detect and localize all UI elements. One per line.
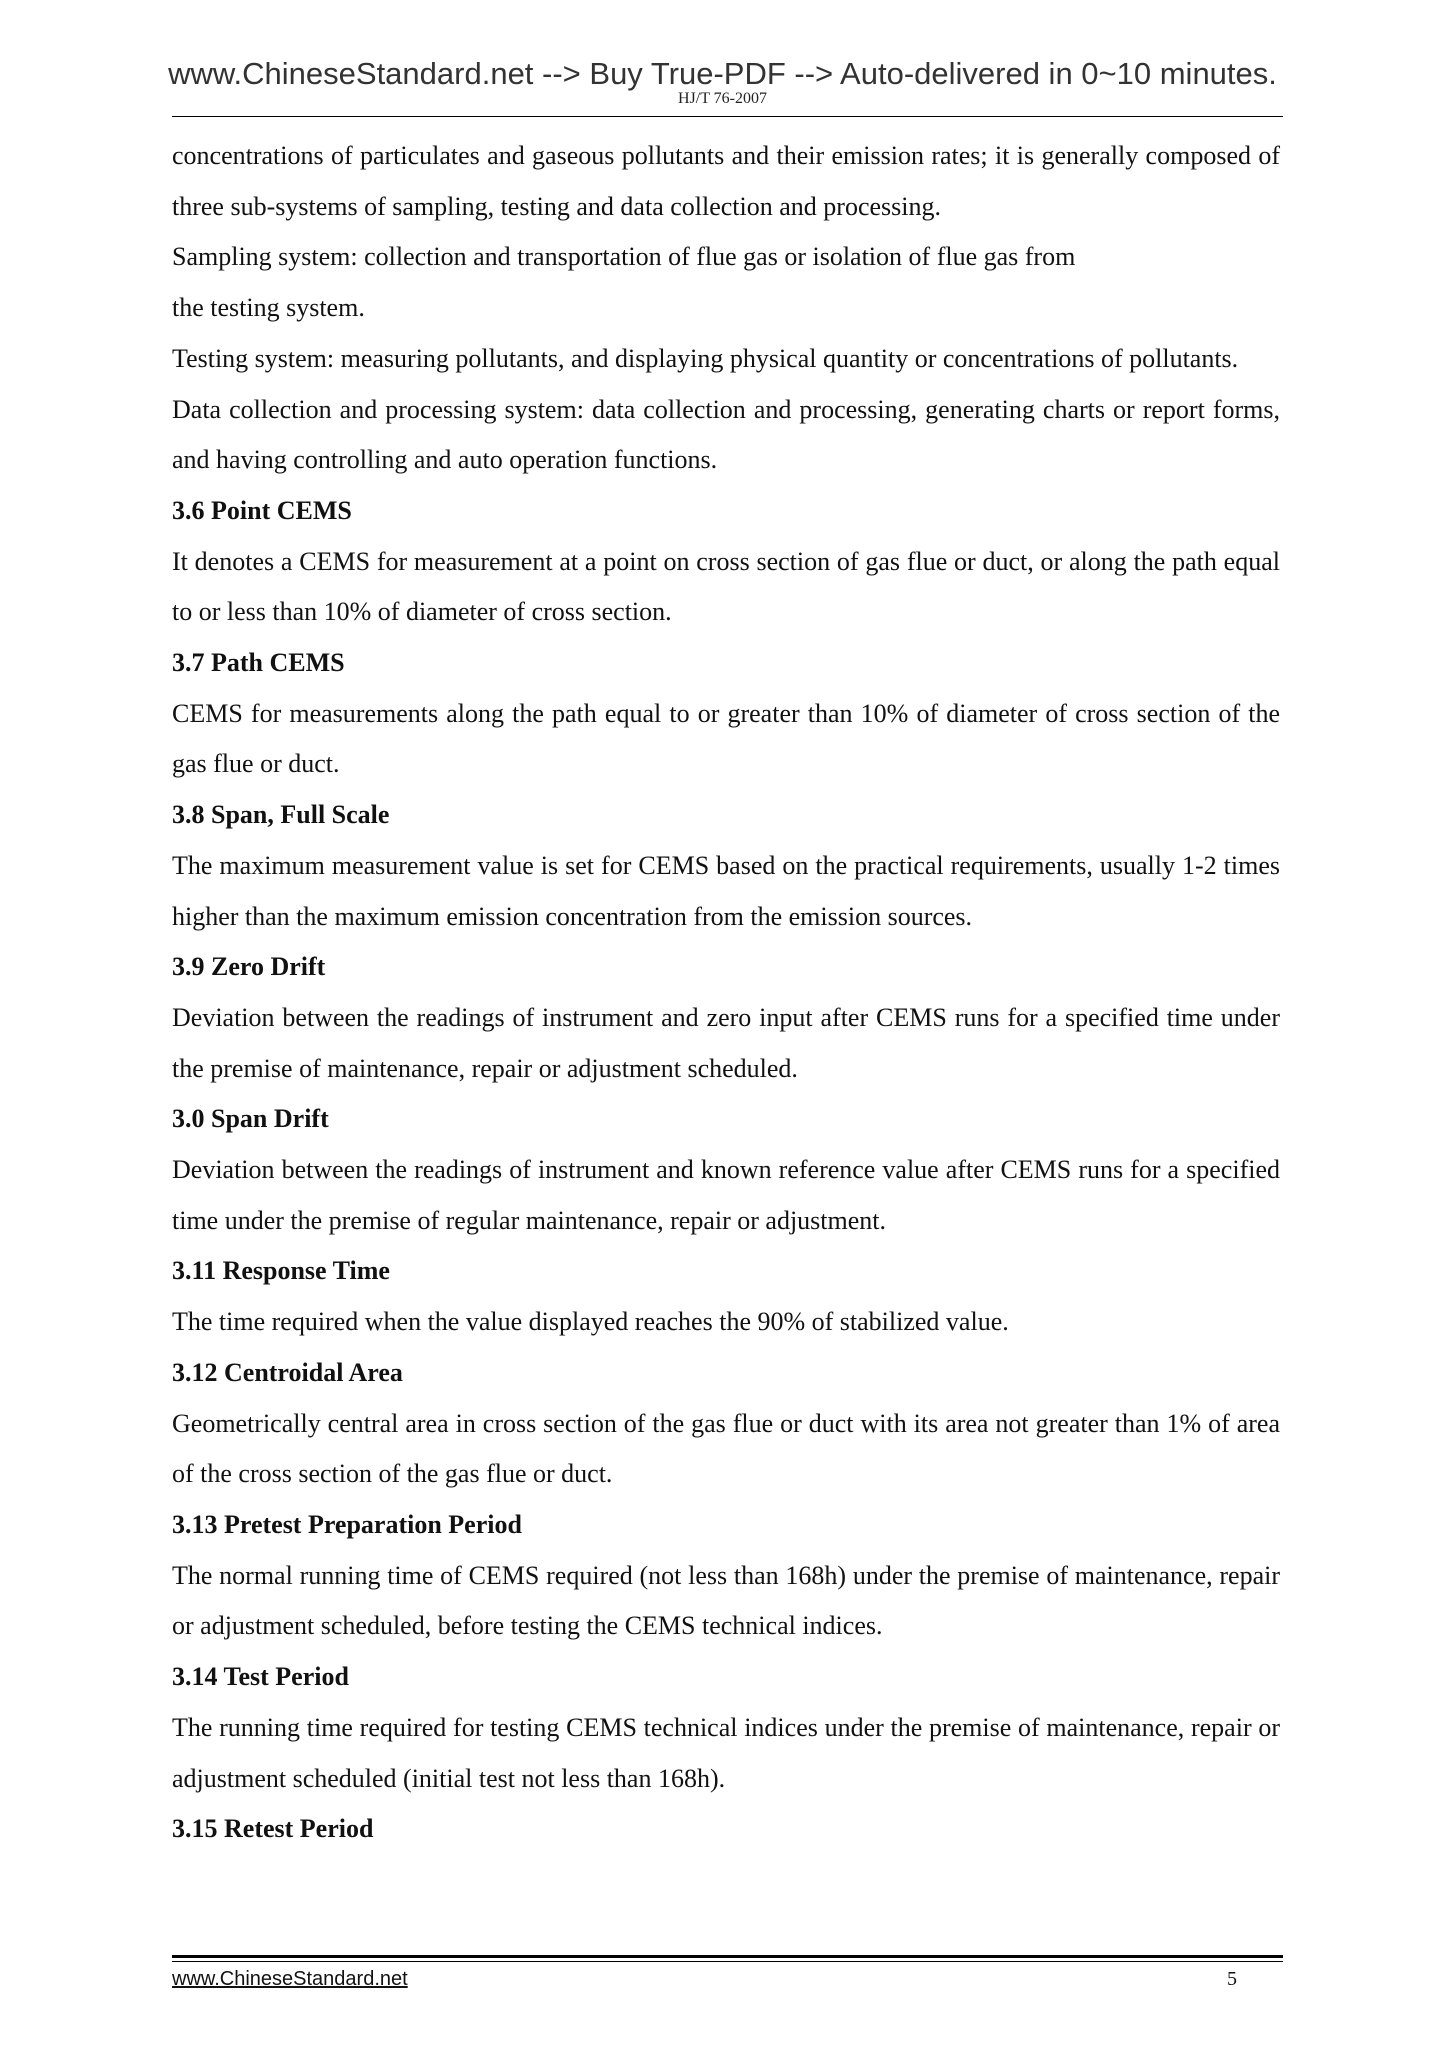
section-heading-3-10: 3.0 Span Drift	[172, 1104, 329, 1134]
section-heading-3-15: 3.15 Retest Period	[172, 1814, 374, 1844]
section-heading-3-8: 3.8 Span, Full Scale	[172, 800, 390, 830]
section-text-3-10: Deviation between the readings of instrument and known reference value after CEMS runs for a specified time under the premise of regular maintenance, repair or adjustment.	[172, 1155, 1280, 1235]
section-heading-3-12: 3.12 Centroidal Area	[172, 1357, 403, 1387]
section-text-3-9: Deviation between the readings of instrument and zero input after CEMS runs for a specified time under the premise of maintenance, repair or adjustment scheduled.	[172, 1002, 1280, 1083]
body-paragraph: Testing system: measuring pollutants, and displaying physical quantity or concentrations of pollutants.	[172, 343, 1239, 373]
page-number: 5	[1227, 1968, 1237, 1990]
section-heading-3-14: 3.14 Test Period	[172, 1662, 349, 1692]
section-heading-3-7: 3.7 Path CEMS	[172, 648, 345, 678]
section-text-3-12: Geometrically central area in cross section of the gas flue or duct with its area not greater than 1% of area of the cross section of the gas flue or duct.	[172, 1408, 1280, 1489]
section-text-3-11: The time required when the value displayed reaches the 90% of stabilized value.	[172, 1307, 1009, 1337]
section-text-3-6: It denotes a CEMS for measurement at a point on cross section of gas flue or duct, or along the path equal to or less than 10% of diameter of cross section.	[172, 546, 1280, 627]
page-body	[172, 131, 1280, 1855]
section-text-3-14: The running time required for testing CEMS technical indices under the premise of maintenance, repair or adjustment scheduled (initial test not less than 168h).	[172, 1712, 1280, 1793]
footer-rule-thick	[172, 1955, 1283, 1958]
footer-link[interactable]: www.ChineseStandard.net	[172, 1968, 408, 1990]
section-heading-3-9: 3.9 Zero Drift	[172, 952, 326, 982]
section-text-3-8: The maximum measurement value is set for CEMS based on the practical requirements, usually 1-2 times higher than the maximum emission concentration from the emission sources.	[172, 850, 1280, 931]
section-text-3-7: CEMS for measurements along the path equal to or greater than 10% of diameter of cross section of the gas flue or duct.	[172, 698, 1280, 779]
body-paragraph: Sampling system: collection and transportation of flue gas or isolation of flue gas from	[172, 242, 1076, 272]
body-paragraph: the testing system.	[172, 293, 365, 323]
section-heading-3-6: 3.6 Point CEMS	[172, 495, 352, 525]
section-heading-3-11: 3.11 Response Time	[172, 1256, 390, 1286]
body-paragraph: concentrations of particulates and gaseous pollutants and their emission rates; it is generally composed of three sub-systems of sampling, testing and data collection and processing.	[172, 141, 1280, 221]
section-text-3-13: The normal running time of CEMS required (not less than 168h) under the premise of maintenance, repair or adjustment scheduled, before testing the CEMS technical indices.	[172, 1560, 1280, 1641]
section-heading-3-13: 3.13 Pretest Preparation Period	[172, 1509, 522, 1539]
footer-rule-thin	[172, 1961, 1283, 1962]
header-banner[interactable]: www.ChineseStandard.net --> Buy True-PDF --> Auto-delivered in 0~10 minutes.	[168, 56, 1277, 91]
document-code: HJ/T 76-2007	[677, 90, 768, 107]
body-paragraph: Data collection and processing system: data collection and processing, generating charts or report forms, and having controlling and auto operation functions.	[172, 394, 1280, 475]
header-rule	[172, 116, 1283, 117]
